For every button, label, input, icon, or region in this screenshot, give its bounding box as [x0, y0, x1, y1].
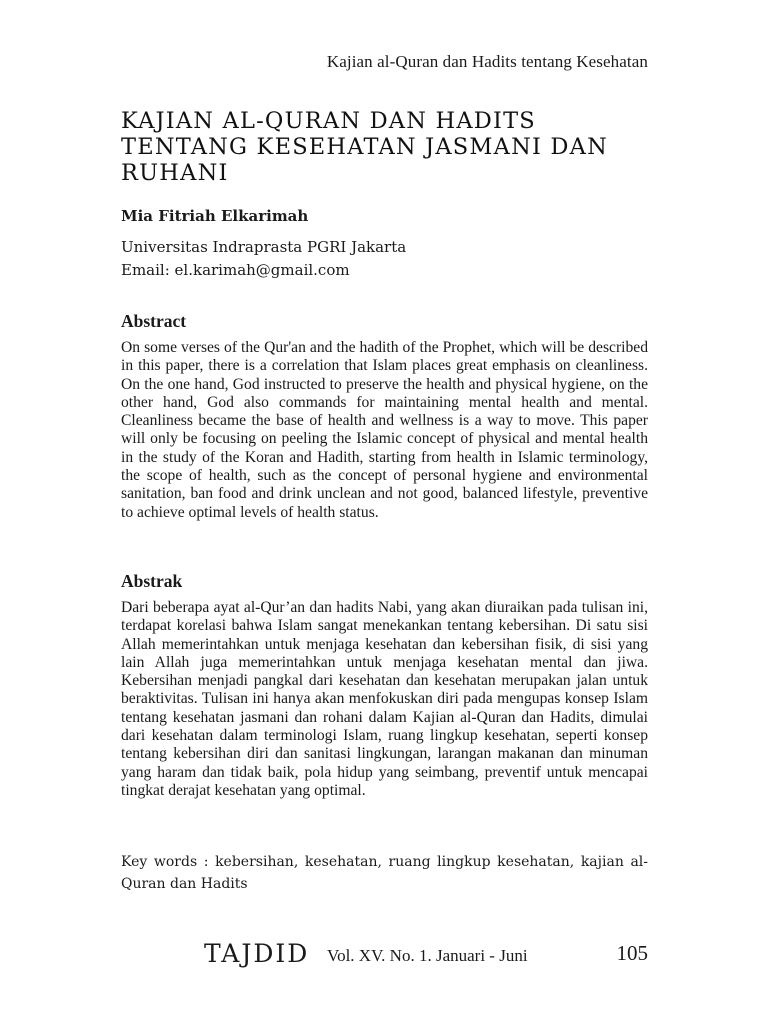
page-footer [204, 934, 648, 974]
keywords-label: Key words [121, 854, 198, 870]
keywords [121, 851, 648, 895]
journal-volume: Vol. XV. No. 1. Januari - Juni [327, 946, 528, 965]
affiliation: Universitas Indraprasta PGRI Jakarta [121, 238, 407, 256]
keywords-separator: : [197, 854, 216, 870]
abstrak-heading: Abstrak [121, 571, 183, 591]
author-name: Mia Fitriah Elkarimah [121, 207, 309, 225]
email: Email: el.karimah@gmail.com [121, 261, 350, 279]
keywords-text: kebersihan, kesehatan, ruang lingkup kesehatan, kajian al-Quran dan Hadits [121, 854, 648, 892]
abstract-heading: Abstract [121, 311, 187, 331]
page-number: 105 [616, 941, 648, 965]
author-affiliation-block [121, 236, 406, 282]
article-title: KAJIAN AL-QURAN DAN HADITS TENTANG KESEHATAN JASMANI DAN RUHANI [121, 108, 609, 186]
running-head: Kajian al-Quran dan Hadits tentang Kesehatan [326, 52, 648, 71]
abstract-text: On some verses of the Qur'an and the hadith of the Prophet, which will be described in this paper, there is a correlation that Islam places great emphasis on cleanliness. On the one hand, God instructed to preserve the health and physical hygiene, on the other hand, God also commands for maintaining mental health and mental. Cleanliness became the base of health and wellness is a way to move. This paper will only be focusing on peeling the Islamic concept of physical and mental health in the study of the Koran and Hadith, starting from health in Islamic terminology, the scope of health, such as the concept of personal hygiene and environmental sanitation, ban food and drink unclean and not good, balanced lifestyle, preventive to achieve optimal levels of health status. [121, 339, 648, 521]
journal-name: TAJDID [204, 939, 310, 968]
abstrak-text: Dari beberapa ayat al-Qur’an dan hadits Nabi, yang akan diuraikan pada tulisan ini, terdapat korelasi bahwa Islam sangat menekankan tentang kebersihan. Di satu sisi Allah memerintahkan untuk menjaga kesehatan dan kebersihan fisik, di sisi yang lain Allah juga memerintahkan untuk menjaga kesehatan mental dan jiwa. Kebersihan menjadi pangkal dari kesehatan dan kesehatan merupakan jalan untuk beraktivitas. Tulisan ini hanya akan menfokuskan diri pada mengupas konsep Islam tentang kesehatan jasmani dan rohani dalam Kajian al-Quran dan Hadits, dimulai dari kesehatan dalam terminologi Islam, ruang lingkup kesehatan, seperti konsep tentang kebersihan diri dan sanitasi lingkungan, larangan makanan dan minuman yang haram dan tidak baik, pola hidup yang seimbang, preventif untuk mencapai tingkat derajat kesehatan yang optimal. [121, 599, 648, 799]
